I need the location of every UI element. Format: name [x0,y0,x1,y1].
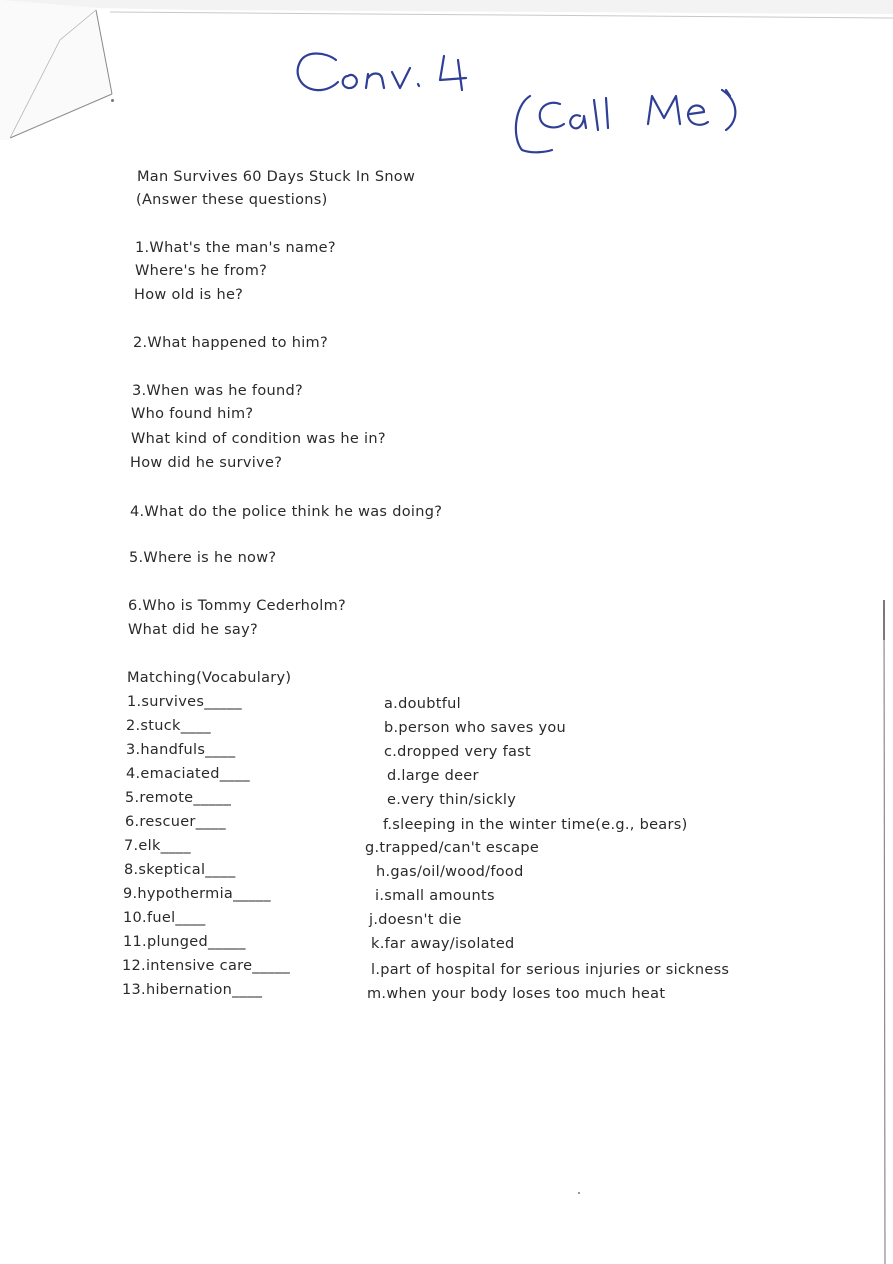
matching-term: 8.skeptical____ [124,862,236,878]
question-line: Who found him? [131,406,254,422]
question-line: 2.What happened to him? [133,335,328,351]
matching-definition: a.doubtful [384,696,461,712]
matching-definition: j.doesn't die [369,912,462,928]
matching-term: 4.emaciated____ [126,766,250,782]
matching-term: 2.stuck____ [126,718,211,734]
matching-term: 12.intensive care_____ [122,958,291,974]
handwritten-annotation [0,0,893,170]
matching-definition: l.part of hospital for serious injuries or sickness [371,962,730,978]
matching-term: 10.fuel____ [123,910,206,926]
matching-term: 9.hypothermia_____ [123,886,271,902]
question-line: Where's he from? [135,263,268,279]
matching-definition: d.large deer [387,768,479,784]
matching-definition: e.very thin/sickly [387,792,517,808]
question-line: 3.When was he found? [132,383,303,399]
matching-definition: i.small amounts [375,888,495,904]
question-line: How old is he? [134,287,244,303]
matching-definition: k.far away/isolated [371,936,515,952]
matching-definition: f.sleeping in the winter time(e.g., bears) [383,817,688,833]
question-line: What did he say? [128,622,258,638]
worksheet-instruction: (Answer these questions) [136,192,328,208]
matching-term: 1.survives_____ [127,694,242,710]
question-line: 4.What do the police think he was doing? [130,504,443,520]
matching-definition: g.trapped/can't escape [365,840,540,856]
matching-term: 6.rescuer____ [125,814,226,830]
question-line: 1.What's the man's name? [135,240,336,256]
matching-title: Matching(Vocabulary) [127,670,292,686]
matching-definition: b.person who saves you [384,720,567,736]
question-line: 6.Who is Tommy Cederholm? [128,598,347,614]
scan-speck [111,99,114,102]
matching-definition: h.gas/oil/wood/food [376,864,524,880]
question-line: What kind of condition was he in? [131,431,386,447]
matching-definition: m.when your body loses too much heat [367,986,666,1002]
matching-term: 7.elk____ [124,838,191,854]
question-line: How did he survive? [130,455,283,471]
question-line: 5.Where is he now? [129,550,277,566]
worksheet-title: Man Survives 60 Days Stuck In Snow [137,169,416,185]
scan-speck [578,1192,580,1194]
matching-term: 11.plunged_____ [123,934,246,950]
matching-term: 5.remote_____ [125,790,232,806]
matching-term: 13.hibernation____ [122,982,263,998]
matching-term: 3.handfuls____ [126,742,236,758]
matching-definition: c.dropped very fast [384,744,532,760]
